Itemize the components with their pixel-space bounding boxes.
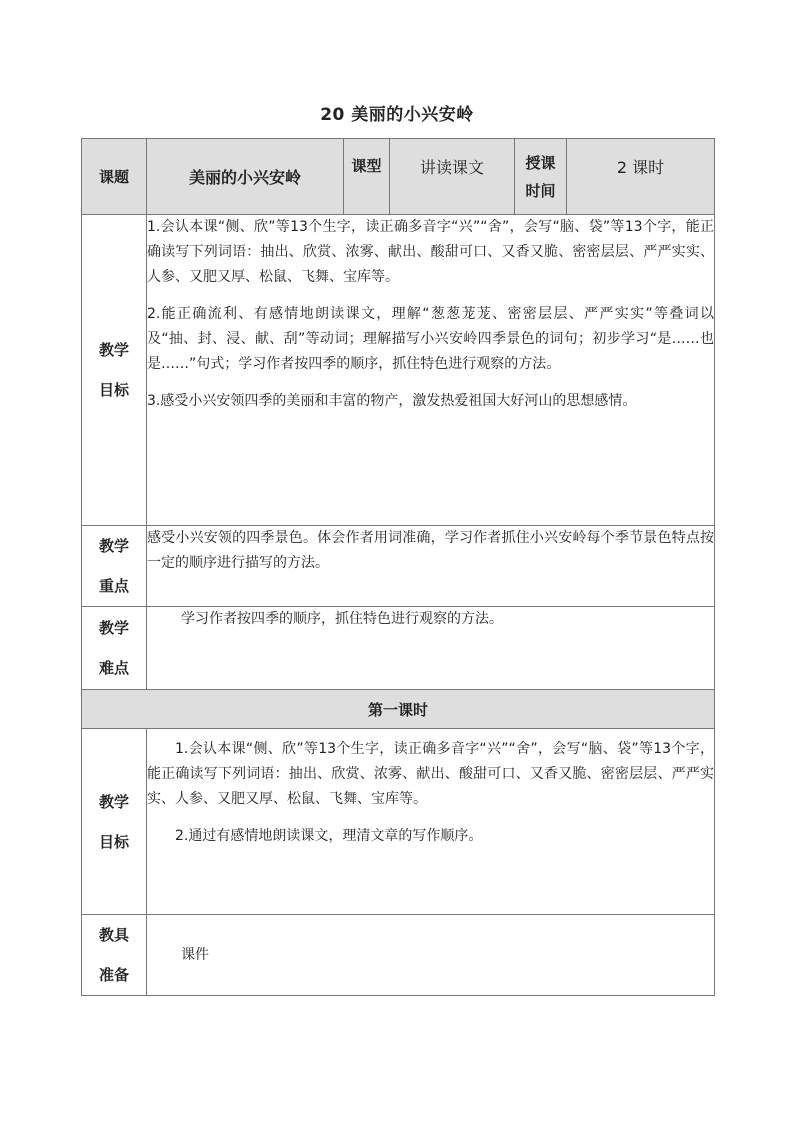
difficulties-content: 学习作者按四季的顺序，抓住特色进行观察的方法。 — [147, 607, 715, 690]
lesson-goals-label — [82, 729, 147, 915]
key-points-label-line-1: 教学 — [98, 537, 129, 555]
lesson-goal-item: 1.会认本课“侧、欣”等13个生字，读正确多音字“兴”“舍”，会写“脑、袋”等13个字，能正确读写下列词语：抽出、欣赏、浓雾、献出、酸甜可口、又香又脆、密密层层、严严实实、人参、又肥又厚、松鼠、飞舞、宝库等。 — [147, 741, 714, 807]
lesson-goals-label-line-2: 目标 — [98, 832, 129, 851]
tools-label — [82, 915, 147, 996]
goals-label-line-2: 目标 — [98, 381, 129, 399]
type-value: 讲读课文 — [390, 139, 515, 215]
page-title: 20 美丽的小兴安岭 — [320, 105, 474, 125]
difficulties-label — [82, 607, 147, 690]
key-points-row — [82, 526, 715, 607]
difficulties-label-line-2: 难点 — [98, 659, 129, 677]
topic-label: 课题 — [82, 139, 147, 215]
difficulties-label-line-1: 教学 — [98, 619, 129, 637]
goals-content — [147, 215, 715, 526]
lesson-goals-label-line-1: 教学 — [98, 792, 129, 811]
goal-item: 2.能正确流利、有感情地朗读课文，理解“葱葱茏茏、密密层层、严严实实”等叠词以及“抽、封、浸、献、刮”等动词；理解描写小兴安岭四季景色的词句；初步学习“是……也是……”句式；学习作者按四季的顺序，抓住特色进行观察的方法。 — [147, 306, 714, 372]
goal-item: 3.感受小兴安领四季的美丽和丰富的物产，激发热爱祖国大好河山的思想感情。 — [147, 393, 637, 409]
time-value: 2 课时 — [567, 139, 715, 215]
goals-row — [82, 215, 715, 526]
tools-row — [82, 915, 715, 996]
lesson-heading: 第一课时 — [82, 690, 715, 729]
lesson-goal-item: 2.通过有感情地朗读课文，理清文章的写作顺序。 — [175, 828, 483, 844]
time-label-line-1: 授课 — [525, 153, 556, 172]
lesson-goals-row — [82, 729, 715, 915]
key-points-label — [82, 526, 147, 607]
topic-value: 美丽的小兴安岭 — [147, 139, 344, 215]
lesson-goals-content — [147, 729, 715, 915]
time-label — [515, 139, 567, 215]
tools-label-line-2: 准备 — [98, 966, 129, 984]
goals-label-line-1: 教学 — [98, 341, 129, 359]
type-label: 课型 — [344, 139, 390, 215]
goal-item: 1.会认本课“侧、欣”等13个生字，读正确多音字“兴”“舍”，会写“脑、袋”等13个字，能正确读写下列词语：抽出、欣赏、浓雾、献出、酸甜可口、又香又脆、密密层层、严严实实、人参、又肥又厚、松鼠、飞舞、宝库等。 — [147, 219, 714, 285]
key-points-label-line-2: 重点 — [98, 577, 129, 595]
key-points-content: 感受小兴安领的四季景色。体会作者用词准确，学习作者抓住小兴安岭每个季节景色特点按一定的顺序进行描写的方法。 — [147, 526, 715, 607]
lesson-heading-row — [82, 690, 715, 729]
difficulties-row — [82, 607, 715, 690]
lesson-plan-table — [81, 138, 715, 996]
goals-label — [82, 215, 147, 526]
tools-label-line-1: 教具 — [98, 926, 129, 944]
header-row — [82, 139, 715, 215]
tools-content: 课件 — [147, 915, 715, 996]
time-label-line-2: 时间 — [525, 181, 556, 200]
